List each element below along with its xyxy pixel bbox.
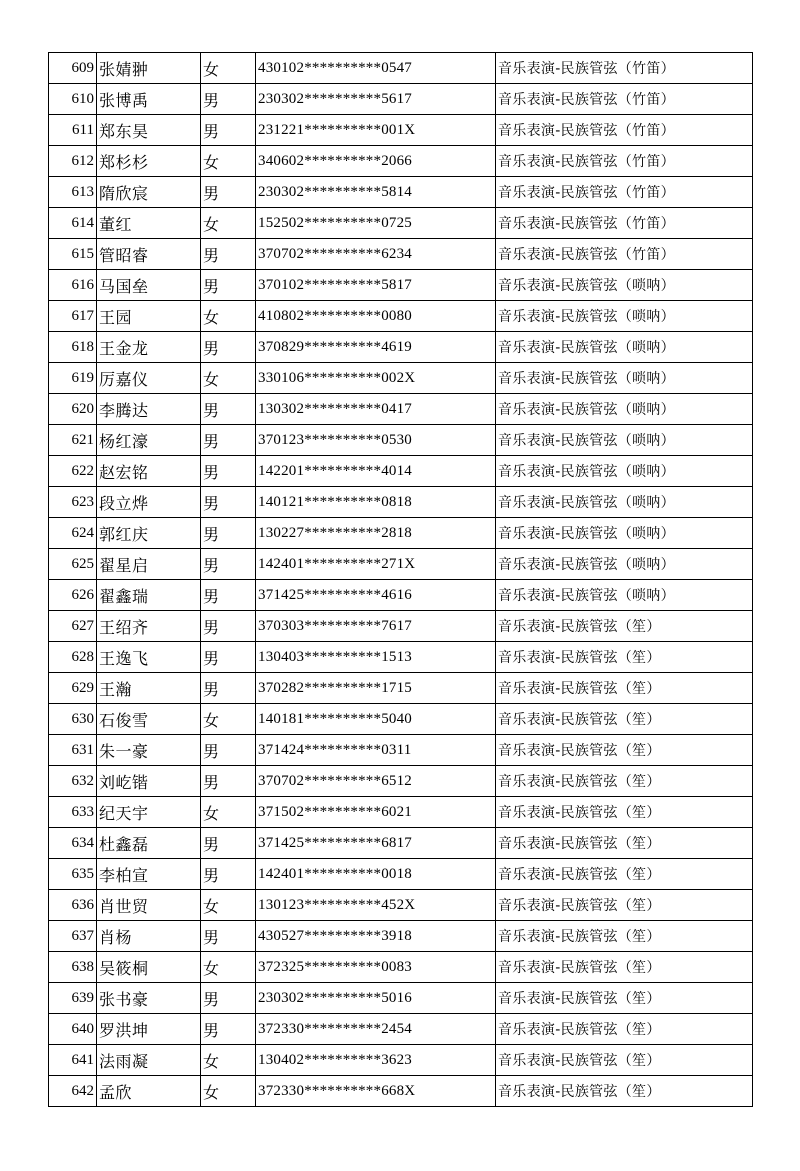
- cell-candidate-name: 张婧翀: [97, 53, 201, 84]
- cell-sequence-number: 615: [49, 239, 97, 270]
- cell-candidate-name: 石俊雪: [97, 704, 201, 735]
- table-row: [49, 270, 753, 301]
- cell-major-program: 音乐表演-民族管弦（唢呐）: [496, 301, 753, 332]
- cell-gender: 女: [201, 704, 256, 735]
- cell-id-number: 371425**********6817: [256, 828, 496, 859]
- table-row: [49, 797, 753, 828]
- cell-id-number: 142401**********271X: [256, 549, 496, 580]
- cell-id-number: 140181**********5040: [256, 704, 496, 735]
- cell-gender: 男: [201, 518, 256, 549]
- cell-major-program: 音乐表演-民族管弦（竹笛）: [496, 115, 753, 146]
- table-row: [49, 518, 753, 549]
- cell-major-program: 音乐表演-民族管弦（竹笛）: [496, 53, 753, 84]
- cell-id-number: 430527**********3918: [256, 921, 496, 952]
- cell-candidate-name: 纪天宇: [97, 797, 201, 828]
- cell-candidate-name: 郑东昊: [97, 115, 201, 146]
- cell-candidate-name: 孟欣: [97, 1076, 201, 1107]
- cell-candidate-name: 杜鑫磊: [97, 828, 201, 859]
- cell-id-number: 152502**********0725: [256, 208, 496, 239]
- cell-id-number: 370702**********6234: [256, 239, 496, 270]
- cell-sequence-number: 630: [49, 704, 97, 735]
- cell-id-number: 370123**********0530: [256, 425, 496, 456]
- table-row: [49, 890, 753, 921]
- table-row: [49, 735, 753, 766]
- cell-major-program: 音乐表演-民族管弦（笙）: [496, 797, 753, 828]
- cell-gender: 女: [201, 1045, 256, 1076]
- cell-gender: 男: [201, 735, 256, 766]
- cell-gender: 男: [201, 642, 256, 673]
- cell-id-number: 340602**********2066: [256, 146, 496, 177]
- cell-sequence-number: 629: [49, 673, 97, 704]
- table-row: [49, 952, 753, 983]
- cell-gender: 男: [201, 425, 256, 456]
- cell-sequence-number: 622: [49, 456, 97, 487]
- table-row: [49, 580, 753, 611]
- cell-major-program: 音乐表演-民族管弦（笙）: [496, 673, 753, 704]
- cell-gender: 男: [201, 828, 256, 859]
- cell-sequence-number: 628: [49, 642, 97, 673]
- cell-major-program: 音乐表演-民族管弦（笙）: [496, 611, 753, 642]
- cell-id-number: 430102**********0547: [256, 53, 496, 84]
- table-row: [49, 146, 753, 177]
- cell-candidate-name: 厉嘉仪: [97, 363, 201, 394]
- cell-gender: 女: [201, 797, 256, 828]
- cell-major-program: 音乐表演-民族管弦（笙）: [496, 1045, 753, 1076]
- cell-candidate-name: 王逸飞: [97, 642, 201, 673]
- cell-id-number: 130402**********3623: [256, 1045, 496, 1076]
- table-row: [49, 828, 753, 859]
- cell-major-program: 音乐表演-民族管弦（竹笛）: [496, 208, 753, 239]
- cell-gender: 男: [201, 859, 256, 890]
- cell-id-number: 370282**********1715: [256, 673, 496, 704]
- cell-major-program: 音乐表演-民族管弦（笙）: [496, 766, 753, 797]
- cell-major-program: 音乐表演-民族管弦（笙）: [496, 1014, 753, 1045]
- cell-major-program: 音乐表演-民族管弦（唢呐）: [496, 363, 753, 394]
- cell-sequence-number: 632: [49, 766, 97, 797]
- cell-sequence-number: 621: [49, 425, 97, 456]
- table-row: [49, 239, 753, 270]
- cell-id-number: 370303**********7617: [256, 611, 496, 642]
- cell-sequence-number: 639: [49, 983, 97, 1014]
- table-row: [49, 363, 753, 394]
- cell-gender: 女: [201, 1076, 256, 1107]
- cell-sequence-number: 618: [49, 332, 97, 363]
- roster-table-body: [49, 53, 753, 1107]
- cell-id-number: 230302**********5814: [256, 177, 496, 208]
- table-row: [49, 611, 753, 642]
- cell-sequence-number: 626: [49, 580, 97, 611]
- cell-candidate-name: 朱一豪: [97, 735, 201, 766]
- table-row: [49, 394, 753, 425]
- cell-sequence-number: 642: [49, 1076, 97, 1107]
- cell-candidate-name: 马国垒: [97, 270, 201, 301]
- table-row: [49, 1076, 753, 1107]
- cell-gender: 男: [201, 766, 256, 797]
- cell-major-program: 音乐表演-民族管弦（唢呐）: [496, 456, 753, 487]
- cell-major-program: 音乐表演-民族管弦（笙）: [496, 1076, 753, 1107]
- cell-gender: 男: [201, 239, 256, 270]
- cell-sequence-number: 640: [49, 1014, 97, 1045]
- cell-sequence-number: 610: [49, 84, 97, 115]
- table-row: [49, 704, 753, 735]
- cell-candidate-name: 王绍齐: [97, 611, 201, 642]
- cell-sequence-number: 619: [49, 363, 97, 394]
- cell-sequence-number: 636: [49, 890, 97, 921]
- cell-gender: 女: [201, 890, 256, 921]
- cell-major-program: 音乐表演-民族管弦（唢呐）: [496, 270, 753, 301]
- cell-gender: 女: [201, 301, 256, 332]
- cell-gender: 男: [201, 84, 256, 115]
- cell-sequence-number: 637: [49, 921, 97, 952]
- cell-gender: 女: [201, 208, 256, 239]
- table-row: [49, 1014, 753, 1045]
- cell-major-program: 音乐表演-民族管弦（笙）: [496, 735, 753, 766]
- cell-id-number: 370102**********5817: [256, 270, 496, 301]
- cell-sequence-number: 635: [49, 859, 97, 890]
- cell-sequence-number: 623: [49, 487, 97, 518]
- cell-major-program: 音乐表演-民族管弦（笙）: [496, 859, 753, 890]
- cell-id-number: 130403**********1513: [256, 642, 496, 673]
- cell-major-program: 音乐表演-民族管弦（唢呐）: [496, 549, 753, 580]
- cell-major-program: 音乐表演-民族管弦（竹笛）: [496, 239, 753, 270]
- table-row: [49, 642, 753, 673]
- table-row: [49, 766, 753, 797]
- cell-candidate-name: 赵宏铭: [97, 456, 201, 487]
- cell-id-number: 142401**********0018: [256, 859, 496, 890]
- cell-gender: 男: [201, 921, 256, 952]
- cell-gender: 男: [201, 1014, 256, 1045]
- cell-candidate-name: 张书豪: [97, 983, 201, 1014]
- cell-id-number: 371502**********6021: [256, 797, 496, 828]
- cell-candidate-name: 张博禹: [97, 84, 201, 115]
- table-row: [49, 53, 753, 84]
- cell-candidate-name: 董红: [97, 208, 201, 239]
- cell-id-number: 230302**********5016: [256, 983, 496, 1014]
- cell-sequence-number: 614: [49, 208, 97, 239]
- cell-gender: 男: [201, 270, 256, 301]
- cell-major-program: 音乐表演-民族管弦（唢呐）: [496, 332, 753, 363]
- cell-sequence-number: 612: [49, 146, 97, 177]
- cell-gender: 男: [201, 983, 256, 1014]
- cell-candidate-name: 李腾达: [97, 394, 201, 425]
- cell-id-number: 371425**********4616: [256, 580, 496, 611]
- cell-id-number: 130302**********0417: [256, 394, 496, 425]
- table-row: [49, 177, 753, 208]
- table-row: [49, 921, 753, 952]
- cell-gender: 男: [201, 549, 256, 580]
- cell-id-number: 370829**********4619: [256, 332, 496, 363]
- table-row: [49, 332, 753, 363]
- table-row: [49, 983, 753, 1014]
- cell-major-program: 音乐表演-民族管弦（笙）: [496, 952, 753, 983]
- cell-sequence-number: 624: [49, 518, 97, 549]
- cell-candidate-name: 管昭睿: [97, 239, 201, 270]
- cell-candidate-name: 李柏宣: [97, 859, 201, 890]
- cell-candidate-name: 肖杨: [97, 921, 201, 952]
- cell-id-number: 370702**********6512: [256, 766, 496, 797]
- cell-major-program: 音乐表演-民族管弦（唢呐）: [496, 425, 753, 456]
- table-row: [49, 208, 753, 239]
- cell-gender: 男: [201, 115, 256, 146]
- cell-candidate-name: 肖世贸: [97, 890, 201, 921]
- cell-major-program: 音乐表演-民族管弦（笙）: [496, 828, 753, 859]
- cell-candidate-name: 隋欣宸: [97, 177, 201, 208]
- cell-id-number: 142201**********4014: [256, 456, 496, 487]
- candidate-roster-table: [48, 52, 753, 1107]
- cell-major-program: 音乐表演-民族管弦（唢呐）: [496, 580, 753, 611]
- cell-id-number: 130123**********452X: [256, 890, 496, 921]
- cell-candidate-name: 翟星启: [97, 549, 201, 580]
- cell-gender: 男: [201, 611, 256, 642]
- cell-id-number: 410802**********0080: [256, 301, 496, 332]
- roster-table-container: [48, 52, 752, 1107]
- cell-id-number: 130227**********2818: [256, 518, 496, 549]
- cell-candidate-name: 王金龙: [97, 332, 201, 363]
- cell-sequence-number: 627: [49, 611, 97, 642]
- cell-candidate-name: 吴筱桐: [97, 952, 201, 983]
- cell-sequence-number: 631: [49, 735, 97, 766]
- table-row: [49, 456, 753, 487]
- cell-gender: 男: [201, 394, 256, 425]
- cell-major-program: 音乐表演-民族管弦（唢呐）: [496, 518, 753, 549]
- cell-candidate-name: 王瀚: [97, 673, 201, 704]
- cell-sequence-number: 634: [49, 828, 97, 859]
- cell-candidate-name: 罗洪坤: [97, 1014, 201, 1045]
- cell-sequence-number: 641: [49, 1045, 97, 1076]
- cell-sequence-number: 611: [49, 115, 97, 146]
- cell-candidate-name: 刘屹锴: [97, 766, 201, 797]
- cell-gender: 女: [201, 952, 256, 983]
- cell-sequence-number: 613: [49, 177, 97, 208]
- cell-gender: 男: [201, 487, 256, 518]
- cell-gender: 男: [201, 456, 256, 487]
- table-row: [49, 425, 753, 456]
- cell-id-number: 330106**********002X: [256, 363, 496, 394]
- cell-id-number: 140121**********0818: [256, 487, 496, 518]
- cell-major-program: 音乐表演-民族管弦（笙）: [496, 890, 753, 921]
- cell-id-number: 372330**********668X: [256, 1076, 496, 1107]
- cell-major-program: 音乐表演-民族管弦（笙）: [496, 704, 753, 735]
- cell-sequence-number: 633: [49, 797, 97, 828]
- cell-gender: 男: [201, 673, 256, 704]
- table-row: [49, 1045, 753, 1076]
- table-row: [49, 549, 753, 580]
- cell-major-program: 音乐表演-民族管弦（笙）: [496, 642, 753, 673]
- cell-id-number: 231221**********001X: [256, 115, 496, 146]
- cell-candidate-name: 杨红濠: [97, 425, 201, 456]
- table-row: [49, 84, 753, 115]
- cell-sequence-number: 620: [49, 394, 97, 425]
- cell-major-program: 音乐表演-民族管弦（竹笛）: [496, 84, 753, 115]
- cell-sequence-number: 625: [49, 549, 97, 580]
- cell-sequence-number: 638: [49, 952, 97, 983]
- cell-candidate-name: 法雨凝: [97, 1045, 201, 1076]
- table-row: [49, 115, 753, 146]
- cell-gender: 女: [201, 53, 256, 84]
- cell-candidate-name: 郑杉杉: [97, 146, 201, 177]
- cell-candidate-name: 翟鑫瑞: [97, 580, 201, 611]
- cell-gender: 女: [201, 363, 256, 394]
- cell-id-number: 230302**********5617: [256, 84, 496, 115]
- cell-major-program: 音乐表演-民族管弦（唢呐）: [496, 487, 753, 518]
- cell-gender: 男: [201, 580, 256, 611]
- cell-major-program: 音乐表演-民族管弦（唢呐）: [496, 394, 753, 425]
- cell-sequence-number: 616: [49, 270, 97, 301]
- cell-major-program: 音乐表演-民族管弦（竹笛）: [496, 146, 753, 177]
- cell-candidate-name: 王园: [97, 301, 201, 332]
- cell-sequence-number: 617: [49, 301, 97, 332]
- cell-major-program: 音乐表演-民族管弦（笙）: [496, 983, 753, 1014]
- cell-id-number: 372325**********0083: [256, 952, 496, 983]
- table-row: [49, 673, 753, 704]
- cell-id-number: 371424**********0311: [256, 735, 496, 766]
- cell-candidate-name: 郭红庆: [97, 518, 201, 549]
- table-row: [49, 859, 753, 890]
- cell-gender: 女: [201, 146, 256, 177]
- table-row: [49, 301, 753, 332]
- cell-gender: 男: [201, 332, 256, 363]
- table-row: [49, 487, 753, 518]
- cell-major-program: 音乐表演-民族管弦（竹笛）: [496, 177, 753, 208]
- cell-candidate-name: 段立烨: [97, 487, 201, 518]
- cell-gender: 男: [201, 177, 256, 208]
- cell-major-program: 音乐表演-民族管弦（笙）: [496, 921, 753, 952]
- cell-sequence-number: 609: [49, 53, 97, 84]
- cell-id-number: 372330**********2454: [256, 1014, 496, 1045]
